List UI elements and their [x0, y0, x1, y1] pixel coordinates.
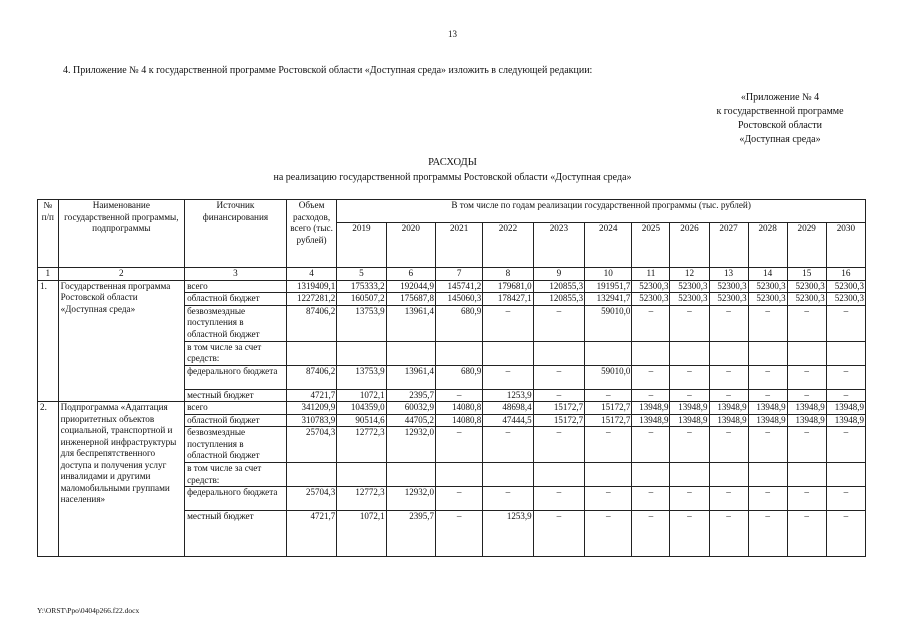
funding-source: всего [185, 280, 287, 293]
value-cell: – [787, 427, 826, 463]
value-cell: – [585, 487, 632, 511]
value-cell: – [483, 487, 533, 511]
value-cell: 13948,9 [787, 414, 826, 427]
column-index: 8 [483, 268, 533, 281]
value-cell: 52300,3 [787, 280, 826, 293]
value-cell: 4721,7 [286, 389, 336, 402]
value-cell: 13961,4 [386, 305, 435, 341]
value-cell: – [748, 305, 787, 341]
value-cell: – [748, 365, 787, 389]
value-cell: 13753,9 [337, 365, 386, 389]
value-cell: 87406,2 [286, 365, 336, 389]
value-cell: – [709, 389, 748, 402]
value-cell: 15172,7 [533, 402, 584, 415]
value-cell: – [483, 305, 533, 341]
value-cell: – [709, 305, 748, 341]
value-cell [483, 341, 533, 365]
section-number: 2. [38, 402, 59, 557]
value-cell [483, 463, 533, 487]
value-cell [709, 463, 748, 487]
value-cell: 12932,0 [386, 427, 435, 463]
appendix-line: «Доступная среда» [739, 134, 821, 145]
value-cell: – [533, 511, 584, 557]
appendix-heading [690, 91, 870, 147]
year-header-2029: 2029 [787, 223, 826, 268]
value-cell: 12772,3 [337, 427, 386, 463]
funding-source: безвозмездные поступления в областной бюджет [185, 305, 287, 341]
value-cell: – [670, 427, 709, 463]
value-cell: 145060,3 [435, 293, 482, 306]
value-cell [709, 341, 748, 365]
value-cell: – [748, 511, 787, 557]
value-cell: 52300,3 [632, 293, 670, 306]
value-cell [826, 463, 865, 487]
column-index: 3 [185, 268, 287, 281]
value-cell: 13948,9 [670, 402, 709, 415]
value-cell [286, 341, 336, 365]
value-cell [670, 463, 709, 487]
document-title: РАСХОДЫ [428, 157, 477, 168]
value-cell: 48698,4 [483, 402, 533, 415]
value-cell: – [787, 389, 826, 402]
value-cell: 1227281,2 [286, 293, 336, 306]
header-total: Объем расходов, всего (тыс. рублей) [286, 200, 336, 268]
value-cell: 175333,2 [337, 280, 386, 293]
value-cell [435, 463, 482, 487]
value-cell [787, 341, 826, 365]
value-cell: – [787, 487, 826, 511]
value-cell: 52300,3 [826, 280, 865, 293]
value-cell: 13948,9 [632, 414, 670, 427]
column-index: 7 [435, 268, 482, 281]
value-cell: – [826, 305, 865, 341]
value-cell: – [787, 365, 826, 389]
column-index-row [38, 268, 866, 281]
value-cell: – [585, 427, 632, 463]
appendix-line: к государственной программе [716, 106, 844, 117]
intro-paragraph: 4. Приложение № 4 к государственной программе Ростовской области «Доступная среда» изложить в следующей редакции: [63, 65, 593, 76]
funding-source: местный бюджет [185, 511, 287, 557]
value-cell: – [826, 511, 865, 557]
value-cell: – [670, 365, 709, 389]
value-cell: 2395,7 [386, 511, 435, 557]
document-subtitle: на реализацию государственной программы Ростовской области «Доступная среда» [273, 172, 632, 183]
value-cell: 13948,9 [787, 402, 826, 415]
value-cell: – [435, 389, 482, 402]
value-cell: 1319409,1 [286, 280, 336, 293]
value-cell: 12772,3 [337, 487, 386, 511]
value-cell: – [748, 487, 787, 511]
year-header-2028: 2028 [748, 223, 787, 268]
column-index: 15 [787, 268, 826, 281]
section-name: Подпрограмма «Адаптация приоритетных объектов социальной, транспортной и инженерной инфраструктуры для беспрепятственного доступа и получения услуг инвалидами и другими маломобильными группами населения» [58, 402, 185, 557]
value-cell [337, 341, 386, 365]
value-cell: 13948,9 [632, 402, 670, 415]
value-cell [748, 341, 787, 365]
value-cell [787, 463, 826, 487]
section-number: 1. [38, 280, 59, 402]
column-index: 9 [533, 268, 584, 281]
value-cell: – [826, 427, 865, 463]
year-header-2026: 2026 [670, 223, 709, 268]
value-cell: – [483, 427, 533, 463]
value-cell: 120855,3 [533, 280, 584, 293]
value-cell: 13948,9 [748, 402, 787, 415]
column-index: 13 [709, 268, 748, 281]
value-cell: – [709, 487, 748, 511]
value-cell: – [670, 305, 709, 341]
value-cell: 13948,9 [670, 414, 709, 427]
value-cell: – [709, 511, 748, 557]
value-cell: – [826, 365, 865, 389]
value-cell: 87406,2 [286, 305, 336, 341]
value-cell: – [826, 487, 865, 511]
funding-source: федерального бюджета [185, 365, 287, 389]
column-index: 16 [826, 268, 865, 281]
year-header-2020: 2020 [386, 223, 435, 268]
value-cell [435, 341, 482, 365]
value-cell: – [632, 365, 670, 389]
value-cell: 175687,8 [386, 293, 435, 306]
value-cell: 178427,1 [483, 293, 533, 306]
value-cell: 52300,3 [748, 280, 787, 293]
value-cell: – [748, 389, 787, 402]
appendix-line: «Приложение № 4 [740, 92, 820, 103]
year-header-2027: 2027 [709, 223, 748, 268]
value-cell: – [483, 365, 533, 389]
value-cell: 59010,0 [585, 305, 632, 341]
value-cell [670, 341, 709, 365]
value-cell [386, 341, 435, 365]
value-cell: 14080,8 [435, 402, 482, 415]
value-cell: – [826, 389, 865, 402]
value-cell: 52300,3 [670, 280, 709, 293]
funding-source: местный бюджет [185, 389, 287, 402]
value-cell: 13753,9 [337, 305, 386, 341]
year-header-2025: 2025 [632, 223, 670, 268]
value-cell: – [435, 511, 482, 557]
value-cell: 2395,7 [386, 389, 435, 402]
value-cell: 52300,3 [670, 293, 709, 306]
value-cell: – [709, 427, 748, 463]
funding-source: областной бюджет [185, 414, 287, 427]
value-cell: 44705,2 [386, 414, 435, 427]
value-cell: – [533, 427, 584, 463]
header-num: № п/п [38, 200, 59, 268]
value-cell: 1072,1 [337, 389, 386, 402]
value-cell: – [787, 305, 826, 341]
funding-source: областной бюджет [185, 293, 287, 306]
column-index: 11 [632, 268, 670, 281]
funding-source: всего [185, 402, 287, 415]
value-cell: 4721,7 [286, 511, 336, 557]
value-cell: – [748, 427, 787, 463]
value-cell: 13948,9 [826, 414, 865, 427]
value-cell: – [533, 305, 584, 341]
appendix-line: Ростовской области [738, 120, 822, 131]
value-cell [533, 341, 584, 365]
value-cell [533, 463, 584, 487]
value-cell: 104359,0 [337, 402, 386, 415]
column-index: 5 [337, 268, 386, 281]
value-cell: – [533, 365, 584, 389]
column-index: 10 [585, 268, 632, 281]
value-cell: 52300,3 [748, 293, 787, 306]
year-header-2024: 2024 [585, 223, 632, 268]
year-header-2022: 2022 [483, 223, 533, 268]
value-cell: 1072,1 [337, 511, 386, 557]
value-cell [337, 463, 386, 487]
value-cell: 310783,9 [286, 414, 336, 427]
value-cell: – [533, 389, 584, 402]
value-cell: 179681,0 [483, 280, 533, 293]
year-header-2023: 2023 [533, 223, 584, 268]
value-cell: 52300,3 [709, 293, 748, 306]
year-header-2021: 2021 [435, 223, 482, 268]
column-index: 2 [58, 268, 185, 281]
value-cell: 680,9 [435, 305, 482, 341]
value-cell: 59010,0 [585, 365, 632, 389]
funding-source: федерального бюджета [185, 487, 287, 511]
value-cell: – [709, 365, 748, 389]
value-cell: 15172,7 [585, 402, 632, 415]
value-cell: 191951,7 [585, 280, 632, 293]
value-cell: – [670, 389, 709, 402]
value-cell: 52300,3 [709, 280, 748, 293]
value-cell: 15172,7 [533, 414, 584, 427]
section-name: Государственная программа Ростовской области «Доступная среда» [58, 280, 185, 402]
value-cell: 25704,3 [286, 427, 336, 463]
table-row [38, 402, 866, 415]
value-cell: 13948,9 [709, 414, 748, 427]
value-cell: 192044,9 [386, 280, 435, 293]
year-header-2030: 2030 [826, 223, 865, 268]
value-cell [386, 463, 435, 487]
page-number: 13 [448, 29, 457, 39]
value-cell: 12932,0 [386, 487, 435, 511]
column-index: 14 [748, 268, 787, 281]
value-cell: – [670, 487, 709, 511]
value-cell [286, 463, 336, 487]
expenses-table [37, 199, 866, 557]
value-cell: 341209,9 [286, 402, 336, 415]
value-cell: 52300,3 [787, 293, 826, 306]
value-cell: 680,9 [435, 365, 482, 389]
value-cell: – [435, 487, 482, 511]
value-cell: – [632, 487, 670, 511]
value-cell: 1253,9 [483, 389, 533, 402]
column-index: 4 [286, 268, 336, 281]
value-cell: – [632, 305, 670, 341]
value-cell [826, 341, 865, 365]
value-cell: 52300,3 [632, 280, 670, 293]
value-cell: 13961,4 [386, 365, 435, 389]
column-index: 1 [38, 268, 59, 281]
column-index: 12 [670, 268, 709, 281]
table-body [38, 280, 866, 557]
value-cell: – [787, 511, 826, 557]
table-row [38, 280, 866, 293]
funding-source: в том числе за счет средств: [185, 341, 287, 365]
value-cell: 13948,9 [748, 414, 787, 427]
value-cell [585, 341, 632, 365]
value-cell: – [632, 389, 670, 402]
file-path-footer: Y:\ORST\Ppo\0404p266.f22.docx [37, 606, 140, 615]
column-index: 6 [386, 268, 435, 281]
value-cell: 52300,3 [826, 293, 865, 306]
header-years-group: В том числе по годам реализации государственной программы (тыс. рублей) [337, 200, 866, 223]
header-name: Наименование государственной программы, подпрограммы [58, 200, 185, 268]
value-cell [632, 341, 670, 365]
value-cell: 13948,9 [709, 402, 748, 415]
value-cell: 120855,3 [533, 293, 584, 306]
value-cell: 132941,7 [585, 293, 632, 306]
value-cell: 15172,7 [585, 414, 632, 427]
value-cell: – [670, 511, 709, 557]
value-cell: – [533, 487, 584, 511]
value-cell: 47444,5 [483, 414, 533, 427]
funding-source: безвозмездные поступления в областной бюджет [185, 427, 287, 463]
value-cell: 60032,9 [386, 402, 435, 415]
value-cell: 14080,8 [435, 414, 482, 427]
value-cell: 1253,9 [483, 511, 533, 557]
value-cell: – [585, 389, 632, 402]
value-cell: – [632, 511, 670, 557]
value-cell: 145741,2 [435, 280, 482, 293]
value-cell: – [435, 427, 482, 463]
value-cell [585, 463, 632, 487]
value-cell [632, 463, 670, 487]
value-cell: – [632, 427, 670, 463]
year-header-2019: 2019 [337, 223, 386, 268]
value-cell [748, 463, 787, 487]
value-cell: 160507,2 [337, 293, 386, 306]
header-source: Источник финансирования [185, 200, 287, 268]
value-cell: 90514,6 [337, 414, 386, 427]
value-cell: 13948,9 [826, 402, 865, 415]
value-cell: – [585, 511, 632, 557]
funding-source: в том числе за счет средств: [185, 463, 287, 487]
value-cell: 25704,3 [286, 487, 336, 511]
